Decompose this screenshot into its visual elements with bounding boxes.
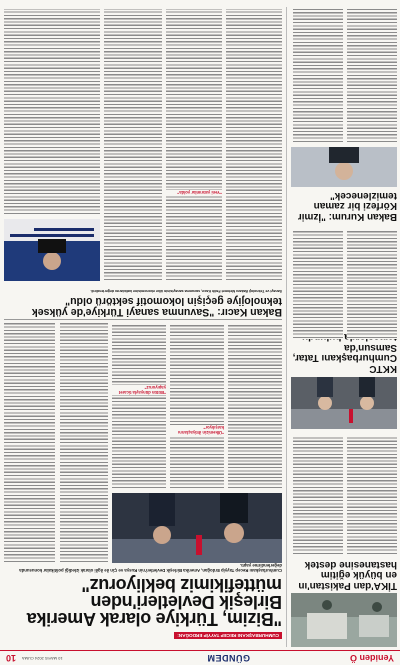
inline-subhead-3: "Yeni yatırımlar yolda": [166, 190, 222, 195]
second-body-col-4: [4, 9, 100, 215]
sidebar-photo-1: [291, 593, 397, 647]
second-body-col-1: [226, 9, 282, 281]
podium-photo: [4, 219, 100, 281]
second-photo: [4, 219, 100, 281]
inline-subhead-2: "Bütün dünyayla ticaret yapıyoruz": [112, 385, 166, 395]
inline-subhead-1: "Ülkemizin ihtiyaçlarını karşılıyor": [170, 425, 224, 435]
sidebar-body-3a: [347, 9, 397, 143]
sidebar-headline-2: KKTC Cumhurbaşkanı Tatar, Samsun'da: [292, 342, 397, 374]
sidebar-body-2b: [293, 229, 343, 339]
president-photo: [112, 493, 282, 563]
masthead: [0, 650, 400, 665]
lead-story: [4, 563, 282, 647]
sidebar-body-3b: [293, 9, 343, 143]
newspaper-logo: Yeniden Ö: [349, 653, 394, 663]
lead-headline: "Bizim, Türkiye olarak Amerika Birleşik Devletleri'nden müttefikimiz bekliyoruz": [27, 575, 282, 629]
second-body-col-3: [104, 9, 162, 281]
lead-photo: [112, 493, 282, 563]
lead-kicker: CUMHURBAŞKANI RECEP TAYYİP ERDOĞAN:: [174, 632, 282, 639]
second-headline: Bakan Kacır: "Savunma sanayi Türkiye'de yüksek teknolojiye geçişin lokomotif sektörü oldu": [31, 295, 282, 318]
second-body-col-2: [166, 9, 222, 281]
lead-body-col-5: [112, 323, 166, 489]
lead-body-col-2: [4, 323, 55, 563]
meeting-photo: [291, 377, 397, 429]
sidebar-photo-2: [291, 377, 397, 429]
sidebar-column: [286, 7, 397, 647]
lead-deck: Cumhurbaşkanı Recep Tayyip Erdoğan, Amerika Birleşik Devletleri'nin Rusya ve Çin ile ilgili olarak izlediği politikalar konusunda değerlendirme yaptı.: [19, 563, 282, 573]
page-number: 10: [6, 653, 17, 663]
section-title: GÜNDEM: [207, 653, 250, 663]
hospital-photo: [291, 593, 397, 647]
sidebar-body-2a: [347, 229, 397, 339]
sidebar-headline-1: TİKA'dan Pakistan'ın en büyük eğitim hastanesine destek: [298, 559, 397, 591]
sidebar-photo-3: [291, 147, 397, 187]
issue-date: 10 MAYIS 2024 CUMA: [22, 656, 63, 661]
section-divider: [4, 319, 282, 320]
minister-photo: [291, 147, 397, 187]
lead-body-col-1: [60, 323, 108, 563]
sidebar-body-1a: [347, 435, 397, 555]
sidebar-headline-3: Bakan Kurum: "İzmir Körfezi bir zaman temizlenecek": [297, 190, 397, 222]
lead-body-col-3: [228, 323, 282, 489]
second-deck: Sanayi ve Teknoloji Bakanı Mehmet Fatih Kacır, savunma sanayisinin ülke ekonomisine katkılarını değerlendirdi.: [90, 289, 282, 293]
lead-body-col-4: [170, 323, 224, 489]
sidebar-body-1b: [293, 435, 343, 555]
